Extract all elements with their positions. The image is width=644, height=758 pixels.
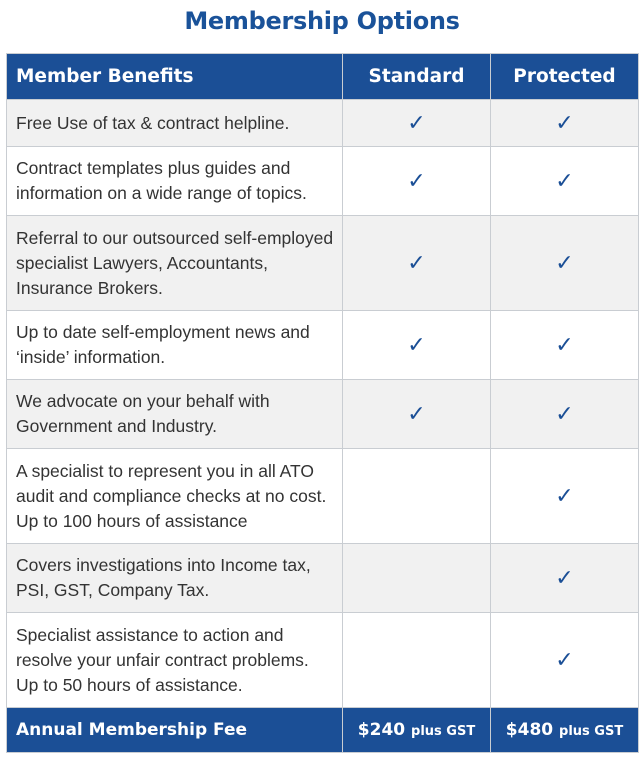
protected-fee bbox=[491, 708, 639, 753]
standard-price-suffix: plus GST bbox=[411, 724, 476, 739]
standard-price: $240 bbox=[357, 720, 406, 740]
header-standard: Standard bbox=[343, 54, 491, 100]
protected-check-icon: ✓ bbox=[491, 449, 639, 544]
standard-fee bbox=[343, 708, 491, 753]
standard-check-icon: ✓ bbox=[343, 216, 491, 311]
protected-check-icon: ✓ bbox=[491, 100, 639, 147]
standard-check-icon bbox=[343, 544, 491, 613]
membership-options-table bbox=[6, 53, 639, 753]
table-row bbox=[7, 216, 639, 311]
table-row bbox=[7, 147, 639, 216]
benefit-cell: A specialist to represent you in all ATO audit and compliance checks at no cost. Up to 100 hours of assistance bbox=[7, 449, 343, 544]
protected-price-suffix: plus GST bbox=[559, 724, 624, 739]
protected-check-icon: ✓ bbox=[491, 613, 639, 708]
table-row bbox=[7, 449, 639, 544]
table-row bbox=[7, 311, 639, 380]
benefit-cell: Covers investigations into Income tax, PSI, GST, Company Tax. bbox=[7, 544, 343, 613]
header-protected: Protected bbox=[491, 54, 639, 100]
header-member-benefits: Member Benefits bbox=[7, 54, 343, 100]
benefit-cell: We advocate on your behalf with Government and Industry. bbox=[7, 380, 343, 449]
benefit-cell: Referral to our outsourced self-employed specialist Lawyers, Accountants, Insurance Brokers. bbox=[7, 216, 343, 311]
table-row bbox=[7, 100, 639, 147]
standard-check-icon bbox=[343, 449, 491, 544]
benefit-cell: Contract templates plus guides and information on a wide range of topics. bbox=[7, 147, 343, 216]
standard-check-icon: ✓ bbox=[343, 311, 491, 380]
table-footer bbox=[7, 708, 639, 753]
header-row bbox=[7, 54, 639, 100]
fee-row bbox=[7, 708, 639, 753]
table-row bbox=[7, 380, 639, 449]
protected-check-icon: ✓ bbox=[491, 380, 639, 449]
protected-check-icon: ✓ bbox=[491, 147, 639, 216]
standard-check-icon bbox=[343, 613, 491, 708]
benefit-cell: Up to date self-employment news and ‘inside’ information. bbox=[7, 311, 343, 380]
page-title: Membership Options bbox=[184, 7, 460, 35]
protected-check-icon: ✓ bbox=[491, 311, 639, 380]
protected-check-icon: ✓ bbox=[491, 544, 639, 613]
annual-fee-label: Annual Membership Fee bbox=[7, 708, 343, 753]
table-body bbox=[7, 100, 639, 708]
standard-check-icon: ✓ bbox=[343, 147, 491, 216]
protected-price: $480 bbox=[505, 720, 554, 740]
protected-check-icon: ✓ bbox=[491, 216, 639, 311]
table-row bbox=[7, 544, 639, 613]
table-row bbox=[7, 613, 639, 708]
benefit-cell: Free Use of tax & contract helpline. bbox=[7, 100, 343, 147]
standard-check-icon: ✓ bbox=[343, 380, 491, 449]
standard-check-icon: ✓ bbox=[343, 100, 491, 147]
benefit-cell: Specialist assistance to action and resolve your unfair contract problems. Up to 50 hours of assistance. bbox=[7, 613, 343, 708]
table-header bbox=[7, 54, 639, 100]
